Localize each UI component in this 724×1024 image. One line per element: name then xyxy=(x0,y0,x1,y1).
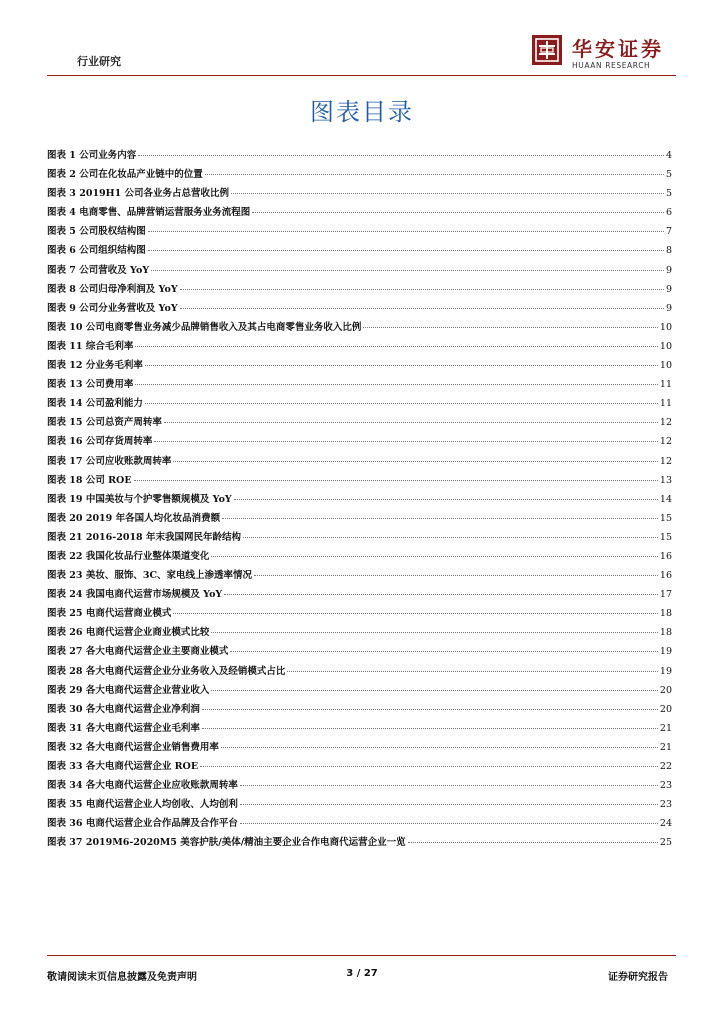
toc-entry-page: 5 xyxy=(665,169,672,181)
toc-entry-page: 18 xyxy=(659,608,672,620)
toc-entry-page: 22 xyxy=(659,761,672,772)
toc-entry-label: 图表 22 我国化妆品行业整体渠道变化 xyxy=(47,550,210,562)
toc-entry-label: 图表 31 各大电商代运营企业毛利率 xyxy=(47,722,200,734)
toc-entry[interactable] xyxy=(47,720,672,739)
toc-entry-page: 18 xyxy=(659,627,672,639)
toc-entry-label: 图表 12 分业务毛利率 xyxy=(47,360,143,372)
toc-leader-dots xyxy=(173,461,658,462)
toc-entry[interactable] xyxy=(47,147,672,166)
toc-entry[interactable] xyxy=(47,796,672,815)
toc-entry-page: 19 xyxy=(659,665,672,677)
toc-entry-label: 图表 19 中国美妆与个护零售额规模及 YoY xyxy=(47,493,232,505)
toc-entry[interactable] xyxy=(47,204,672,223)
toc-entry-page: 15 xyxy=(659,512,672,524)
page-title: 图表目录 xyxy=(310,98,414,126)
toc-entry[interactable] xyxy=(47,682,672,701)
toc-leader-dots xyxy=(134,480,658,481)
toc-entry-label: 图表 34 各大电商代运营企业应收账款周转率 xyxy=(47,780,238,792)
toc-entry[interactable] xyxy=(47,281,672,300)
toc-entry-label: 图表 4 电商零售、品牌营销运营服务业务流程图 xyxy=(47,207,251,219)
toc-leader-dots xyxy=(240,804,658,805)
logo-chinese-name: 华安证券 xyxy=(572,37,664,61)
toc-entry-page: 13 xyxy=(659,474,672,486)
toc-entry-page: 12 xyxy=(659,417,672,429)
toc-leader-dots xyxy=(135,346,658,347)
toc-leader-dots xyxy=(287,671,658,672)
toc-leader-dots xyxy=(211,632,658,633)
toc-entry-page: 9 xyxy=(665,283,672,295)
toc-entry[interactable] xyxy=(47,166,672,185)
toc-leader-dots xyxy=(164,422,658,423)
toc-entry[interactable] xyxy=(47,491,672,510)
toc-entry[interactable] xyxy=(47,357,672,376)
toc-leader-dots xyxy=(254,575,658,576)
toc-entry-label: 图表 7 公司营收及 YoY xyxy=(47,264,150,276)
toc-leader-dots xyxy=(135,384,658,385)
header-divider xyxy=(47,75,676,76)
toc-entry[interactable] xyxy=(47,472,672,491)
toc-entry-label: 图表 25 电商代运营商业模式 xyxy=(47,608,172,620)
toc-entry[interactable] xyxy=(47,319,672,338)
toc-leader-dots xyxy=(151,270,664,271)
toc-leader-dots xyxy=(148,231,664,232)
toc-entry-page: 14 xyxy=(659,493,672,505)
toc-entry[interactable] xyxy=(47,586,672,605)
toc-entry-label: 图表 21 2016-2018 年末我国网民年龄结构 xyxy=(47,531,241,543)
toc-entry-page: 16 xyxy=(659,550,672,562)
toc-entry-label: 图表 13 公司费用率 xyxy=(47,379,134,391)
toc-leader-dots xyxy=(202,709,658,710)
toc-leader-dots xyxy=(408,842,658,843)
footer-disclaimer: 敬请阅读末页信息披露及免责声明 xyxy=(47,972,197,983)
toc-entry[interactable] xyxy=(47,777,672,796)
toc-leader-dots xyxy=(180,308,664,309)
toc-entry-page: 12 xyxy=(659,436,672,448)
toc-entry-label: 图表 35 电商代运营企业人均创收、人均创利 xyxy=(47,799,238,811)
toc-leader-dots xyxy=(145,403,658,404)
toc-entry[interactable] xyxy=(47,338,672,357)
toc-entry-page: 7 xyxy=(665,226,672,238)
logo-english-name: HUAAN RESEARCH xyxy=(572,61,651,70)
toc-entry[interactable] xyxy=(47,701,672,720)
toc-entry[interactable] xyxy=(47,300,672,319)
toc-entry-label: 图表 17 公司应收账款周转率 xyxy=(47,455,172,467)
toc-leader-dots xyxy=(145,365,658,366)
toc-entry-label: 图表 29 各大电商代运营企业营业收入 xyxy=(47,684,210,696)
toc-entry-page: 11 xyxy=(659,379,672,391)
toc-entry-page: 12 xyxy=(659,455,672,467)
toc-entry[interactable] xyxy=(47,663,672,682)
toc-entry-page: 8 xyxy=(665,245,672,257)
toc-entry-label: 图表 16 公司存货周转率 xyxy=(47,436,153,448)
toc-leader-dots xyxy=(138,155,664,156)
toc-entry-page: 10 xyxy=(659,321,672,333)
toc-entry-page: 16 xyxy=(659,570,672,582)
toc-entry[interactable] xyxy=(47,643,672,662)
toc-entry[interactable] xyxy=(47,376,672,395)
toc-entry-page: 10 xyxy=(659,340,672,352)
section-label: 行业研究 xyxy=(77,55,121,68)
toc-entry-label: 图表 9 公司分业务营收及 YoY xyxy=(47,302,178,314)
toc-entry-label: 图表 24 我国电商代运营市场规模及 YoY xyxy=(47,589,223,601)
toc-entry[interactable] xyxy=(47,510,672,529)
toc-leader-dots xyxy=(205,174,664,175)
toc-entry-label: 图表 11 综合毛利率 xyxy=(47,340,134,352)
toc-entry-label: 图表 8 公司归母净利润及 YoY xyxy=(47,283,178,295)
toc-entry-page: 9 xyxy=(665,302,672,314)
toc-leader-dots xyxy=(231,193,664,194)
toc-entry[interactable] xyxy=(47,605,672,624)
toc-entry-page: 17 xyxy=(659,589,672,601)
toc-entry[interactable] xyxy=(47,548,672,567)
toc-entry-page: 21 xyxy=(659,722,672,734)
toc-entry-label: 图表 15 公司总资产周转率 xyxy=(47,417,162,429)
toc-entry[interactable] xyxy=(47,567,672,586)
toc-leader-dots xyxy=(363,327,658,328)
toc-entry-label: 图表 1 公司业务内容 xyxy=(47,150,137,161)
footer-divider xyxy=(47,955,676,956)
toc-entry[interactable] xyxy=(47,739,672,758)
toc-entry-label: 图表 10 公司电商零售业务减少品牌销售收入及其占电商零售业务收入比例 xyxy=(47,321,362,333)
toc-entry[interactable] xyxy=(47,453,672,472)
toc-entry-label: 图表 3 2019H1 公司各业务占总营收比例 xyxy=(47,188,230,200)
toc-leader-dots xyxy=(211,556,658,557)
toc-leader-dots xyxy=(202,728,658,729)
footer-doc-type: 证券研究报告 xyxy=(608,972,668,983)
toc-entry-label: 图表 26 电商代运营企业商业模式比较 xyxy=(47,627,210,639)
table-of-figures xyxy=(47,147,672,853)
toc-leader-dots xyxy=(230,651,658,652)
toc-entry-label: 图表 30 各大电商代运营企业净利润 xyxy=(47,703,200,715)
toc-leader-dots xyxy=(240,823,658,824)
toc-entry[interactable] xyxy=(47,395,672,414)
company-logo xyxy=(532,33,680,73)
logo-seal-icon xyxy=(532,35,562,65)
toc-entry[interactable] xyxy=(47,414,672,433)
toc-leader-dots xyxy=(221,747,658,748)
toc-entry-label: 图表 32 各大电商代运营企业销售费用率 xyxy=(47,741,219,753)
toc-entry-label: 图表 37 2019M6-2020M5 美容护肤/美体/精油主要企业合作电商代运营企业一览 xyxy=(47,837,406,849)
toc-entry-label: 图表 18 公司 ROE xyxy=(47,474,132,486)
toc-entry-page: 23 xyxy=(659,780,672,792)
toc-entry-label: 图表 36 电商代运营企业合作品牌及合作平台 xyxy=(47,818,238,830)
toc-entry[interactable] xyxy=(47,529,672,548)
toc-entry-label: 图表 33 各大电商代运营企业 ROE xyxy=(47,761,199,772)
toc-entry[interactable] xyxy=(47,185,672,204)
toc-entry-page: 11 xyxy=(659,398,672,410)
toc-leader-dots xyxy=(200,766,658,767)
toc-leader-dots xyxy=(173,613,658,614)
toc-entry-label: 图表 14 公司盈利能力 xyxy=(47,398,143,410)
toc-entry[interactable] xyxy=(47,223,672,242)
toc-entry-page: 9 xyxy=(665,264,672,276)
toc-entry-label: 图表 27 各大电商代运营企业主要商业模式 xyxy=(47,646,229,658)
toc-entry[interactable] xyxy=(47,433,672,452)
toc-entry[interactable] xyxy=(47,815,672,834)
toc-entry-page: 6 xyxy=(665,207,672,219)
toc-leader-dots xyxy=(154,441,658,442)
toc-entry-label: 图表 20 2019 年各国人均化妆品消费额 xyxy=(47,512,221,524)
toc-entry-page: 20 xyxy=(659,684,672,696)
toc-entry-page: 24 xyxy=(659,818,672,830)
toc-entry-page: 10 xyxy=(659,360,672,372)
toc-entry-label: 图表 23 美妆、服饰、3C、家电线上渗透率情况 xyxy=(47,570,253,582)
toc-entry-page: 21 xyxy=(659,741,672,753)
toc-entry[interactable] xyxy=(47,242,672,261)
page-number: 3 / 27 xyxy=(346,968,378,979)
toc-leader-dots xyxy=(148,250,664,251)
toc-entry-page: 5 xyxy=(665,188,672,200)
toc-leader-dots xyxy=(240,785,658,786)
toc-entry[interactable] xyxy=(47,758,672,777)
toc-entry-label: 图表 28 各大电商代运营企业分业务收入及经销模式占比 xyxy=(47,665,286,677)
toc-entry-page: 15 xyxy=(659,531,672,543)
toc-entry[interactable] xyxy=(47,262,672,281)
toc-entry-label: 图表 5 公司股权结构图 xyxy=(47,226,146,238)
toc-leader-dots xyxy=(180,289,664,290)
toc-entry-page: 23 xyxy=(659,799,672,811)
toc-entry-page: 25 xyxy=(659,837,672,849)
toc-leader-dots xyxy=(222,518,658,519)
toc-entry-page: 20 xyxy=(659,703,672,715)
toc-entry-page: 19 xyxy=(659,646,672,658)
toc-entry[interactable] xyxy=(47,624,672,643)
toc-entry-label: 图表 6 公司组织结构图 xyxy=(47,245,146,257)
toc-leader-dots xyxy=(211,690,658,691)
toc-entry-label: 图表 2 公司在化妆品产业链中的位置 xyxy=(47,169,203,181)
toc-leader-dots xyxy=(243,537,658,538)
toc-leader-dots xyxy=(234,499,658,500)
toc-entry[interactable] xyxy=(47,834,672,853)
toc-leader-dots xyxy=(252,212,664,213)
toc-leader-dots xyxy=(224,594,658,595)
toc-entry-page: 4 xyxy=(665,150,672,161)
